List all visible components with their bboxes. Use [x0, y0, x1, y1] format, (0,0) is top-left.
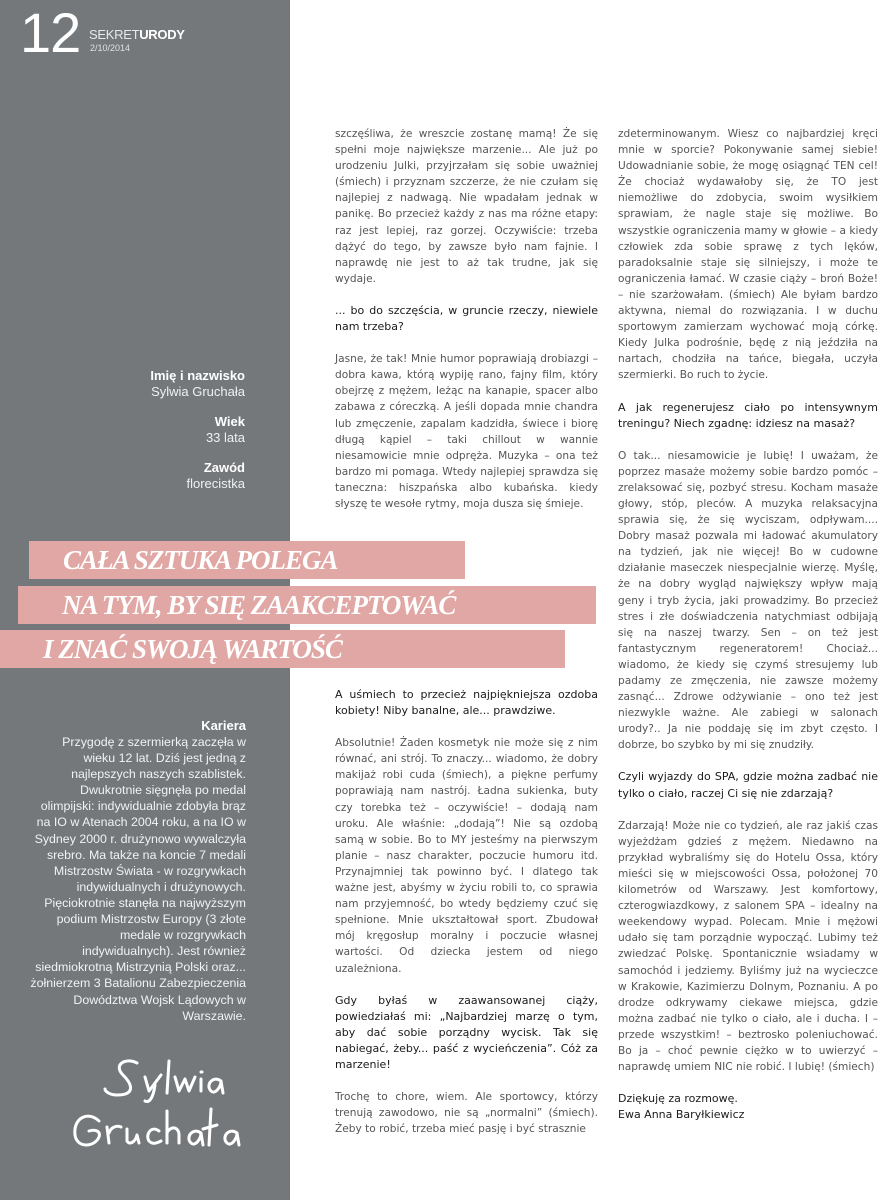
magazine-title-light: SEKRET [89, 27, 140, 42]
article-column-2 [618, 126, 878, 1139]
interview-question: Dziękuję za rozmowę. [618, 1092, 738, 1106]
article-column-1-bottom [335, 687, 598, 1153]
interview-question: Ewa Anna Baryłkiewicz [618, 1108, 745, 1122]
page-number: 12 [20, 1, 81, 64]
interview-answer: O tak... niesamowicie je lubię! I uważam, że poprzez masaże możemy sobie bardzo pomóc – zrelaksować się, pozbyć stresu. Kocham masaże głowy, stóp, pleców. A muzyka relaksacyjna sprawia się, że się wyciszam, odpływam.... Dobry masaż pozwala mi ładować akumulatory na tydzień, jak nie więcej! Bo w cudowne działanie maseczek niespecjalnie wierzę. Myślę, że na dobry wygląd największy wpływ mają geny i tryb życia, jaki prowadzimy. Bo przecież stres i złe doświadczenia natychmiast odbijają się na naszej twarzy. Sen – on też jest fantastycznym regeneratorem! Chociaż... wiadomo, że kiedy się czymś stresujemy lub padamy ze zmęczenia, nie zawsze możemy zasnąć... Zdrowe odżywianie – ono też jest niezwykle ważne. Ale zabiegi w salonach urody?.. Ja nie poddaję się im zbyt często. I dobrze, bo szybko by mi się znudziły. [618, 449, 878, 752]
fact-label: Zawód [203, 460, 245, 475]
signature [65, 1055, 255, 1155]
career-text: Przygodę z szermierką zaczęła w wieku 12 lat. Dziś jest jedną z najlepszych naszych szablistek. Dwukrotnie sięgnęła po medal olimpijski: indywidualnie zdobyła brąz na IO w Atenach 2004 roku, a na IO w Sydney 2000 r. drużynowo wywalczyła srebro. Ma także na koncie 7 medali Mistrzostw Świata - w rozgrywkach indywidualnych i drużynowych. Pięciokrotnie stanęła na najwyższym podium Mistrzostw Europy (3 złote medale w rozgrywkach indywidualnych). Jest również siedmiokrotną Mistrzynią Polski oraz... żołnierzem 3 Batalionu Zabezpieczenia Dowództwa Wojsk Lądowych w Warszawie. [30, 735, 246, 1023]
interview-question: ... bo do szczęścia, w gruncie rzeczy, niewiele nam trzeba? [335, 303, 598, 334]
interview-answer: Jasne, że tak! Mnie humor poprawiają drobiazgi – dobra kawa, którą wypiję rano, fajny film, który obejrzę z mężem, leżąc na kanapie, spacer albo zabawa z córeczką. A jeśli dopada mnie chandra lub zmęczenie, zapalam kadzidła, świece i biorę długą kąpiel – taki chillout w wannie niesamowicie mnie odpręża. Muzyka – ona też bardzo mi pomaga. Wtedy najlepiej sprawdza się taneczna: hiszpańska albo kubańska. kiedy słyszę te wesołe rytmy, moja dusza się śmieje. [335, 353, 598, 510]
fact-label: Wiek [214, 414, 245, 429]
article-column-1-top [335, 126, 598, 528]
career-box [30, 718, 246, 1024]
interview-question: A uśmiech to przecież najpiękniejsza ozdoba kobiety! Niby banalne, ale... prawdziwe. [335, 688, 598, 718]
fact-value: Sylwia Gruchała [151, 384, 245, 399]
issue-date: 2/10/2014 [90, 43, 131, 53]
fact-name [95, 368, 245, 400]
fact-profession [95, 460, 245, 492]
pull-quote-line-3: I ZNAĆ SWOJĄ WARTOŚĆ [43, 634, 342, 664]
interview-question: Gdy byłaś w zaawansowanej ciąży, powiedziałaś mi: „Najbardziej marzę o tym, aby dać sobie porządny wycisk. Tak się nabiegać, żeby... paść z wycieńczenia”. Cóż za marzenie! [335, 993, 598, 1071]
pull-quote-line-2: NA TYM, BY SIĘ ZAAKCEPTOWAĆ [62, 590, 456, 620]
fact-age [95, 414, 245, 446]
interview-question: A jak regenerujesz ciało po intensywnym treningu? Niech zgadnę: idziesz na masaż? [618, 400, 878, 430]
profile-facts [95, 368, 245, 506]
fact-value: 33 lata [205, 430, 245, 445]
fact-value: florecistka [186, 476, 245, 491]
interview-answer: Trochę to chore, wiem. Ale sportowcy, którzy trenują zawodowo, nie są „normalni” (śmiech). Żeby to robić, trzeba mieć pasję i być strasznie [335, 1091, 598, 1136]
pull-quote-line-1: CAŁA SZTUKA POLEGA [63, 545, 338, 575]
magazine-title [89, 27, 185, 42]
interview-answer: zdeterminowanym. Wiesz co najbardziej kręci mnie w sporcie? Pokonywanie samej siebie! Udowadnianie sobie, że mogę osiągnąć TEN cel! Że chociaż wydawałoby się, że TO jest niemożliwe do zdobycia, swoim wysiłkiem sprawiam, że nagle staje się możliwe. Bo wszystkie ograniczenia mamy w głowie – a kiedy człowiek zda sobie sprawę z tych lęków, paradoksalnie staje się silniejszy, i może te ograniczenia łamać. W czasie ciąży – broń Boże! – nie szarżowałam. (śmiech) Ale byłam bardzo aktywna, niemal do rozwiązania. I w duchu sportowym zamierzam wychować moją córkę. Kiedy Julka podrośnie, będę z nią jeździła na nartach, chodziła na tańce, biegała, uczyła szermierki. Bo ruch to życie. [618, 128, 878, 382]
career-title: Kariera [201, 718, 246, 733]
interview-answer: Zdarzają! Może nie co tydzień, ale raz jakiś czas wyjeżdżam gdzieś z mężem. Niedawno na przykład wybraliśmy się do Hotelu Ossa, który mieści się w miejscowości Ossa, położonej 70 kilometrów od Warszawy. Jest komfortowy, czterogwiazdkowy, z salonem SPA – idealny na weekendowy wypad. Polecam. Mnie i mężowi udało się tam porządnie wypocząć. Lubimy też zwiedzać Polskę. Spontanicznie wsiadamy w samochód i jedziemy. Byliśmy już na wycieczce w Krakowie, Kazimierzu Dolnym, Poznaniu. A po drodze odkrywamy ciekawe miejsca, gdzie można zadbać nie tylko o ciało, ale i ducha. I – przede wszystkim! – beztrosko poleniuchować. Bo ja – choć pewnie ciężko w to uwierzyć – naprawdę umiem NIC nie robić. I lubię! (śmiech) [618, 819, 878, 1074]
fact-label: Imię i nazwisko [150, 368, 245, 383]
magazine-title-bold: URODY [139, 27, 185, 42]
interview-question: Czyli wyjazdy do SPA, gdzie można zadbać nie tylko o ciało, raczej Ci się nie zdarzają? [618, 770, 878, 800]
interview-answer: Absolutnie! Żaden kosmetyk nie może się z nim równać, ani strój. To znaczy... wiadomo, że dobry makijaż robi cuda (śmiech), a piękne perfumy poprawiają nam nastrój. Ładna sukienka, buty czy torebka też – oczywiście! – dodają nam uroku. Ale właśnie: „dodają”! Nie są ozdobą samą w sobie. Bo to MY jesteśmy na pierwszym planie – nasz charakter, poczucie humoru itd. Przynajmniej tak powinno być. I dlatego tak ważne jest, abyśmy w życiu robili to, co sprawia nam przyjemność, bo wtedy będziemy czuć się spełnione. Mnie ukształtował sport. Zbudował mój kręgosłup moralny i poczucie własnej wartości. Od dziecka jestem od niego uzależniona. [335, 737, 598, 975]
interview-answer: szczęśliwa, że wreszcie zostanę mamą! Że się spełni moje największe marzenie... Ale już po urodzeniu Julki, przyjrzałam się sobie uważniej (śmiech) i przyznam szczerze, że nie czułam się najlepiej z nadwagą. Nie wpadałam jednak w panikę. Bo przecież każdy z nas ma różne etapy: raz jest lepiej, raz gorzej. Oczywiście: trzeba dążyć do tego, by zawsze było nam fajnie. I naprawdę nie jest to aż tak trudne, jak się wydaje. [335, 128, 598, 285]
